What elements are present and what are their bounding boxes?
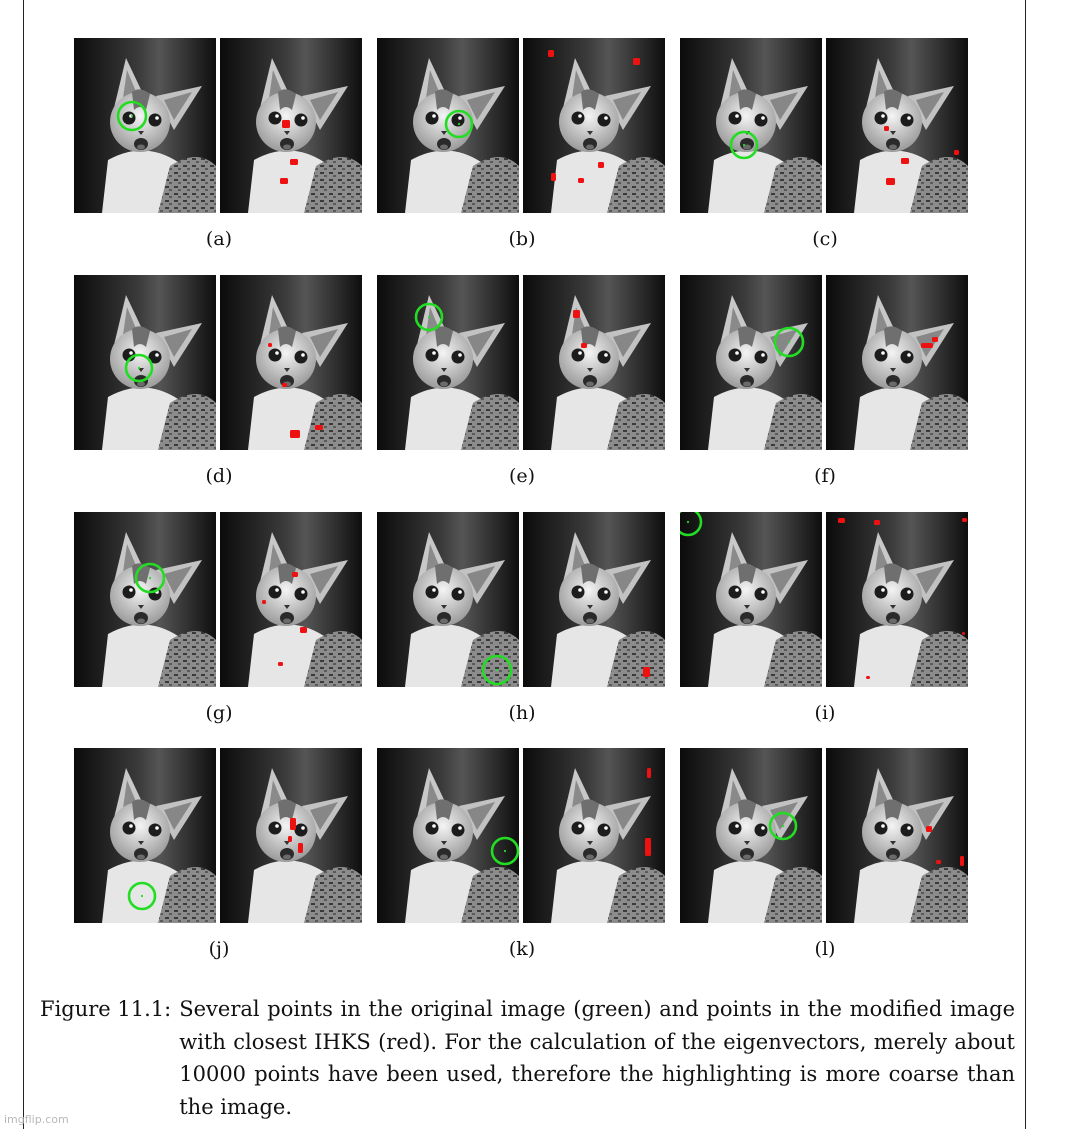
figure-panel <box>680 275 970 490</box>
red-closest-ihks-patch <box>901 158 909 164</box>
red-closest-ihks-patch <box>262 600 266 604</box>
red-closest-ihks-patch <box>866 676 870 679</box>
modified-image <box>826 38 968 213</box>
green-point-center <box>788 341 790 343</box>
panel-label: (c) <box>812 228 838 250</box>
panel-label: (l) <box>814 938 836 960</box>
red-closest-ihks-patch <box>647 768 651 778</box>
green-point-center <box>138 367 140 369</box>
green-point-center <box>131 115 133 117</box>
panel-label: (e) <box>508 465 536 487</box>
panel-label: (a) <box>205 228 233 250</box>
red-closest-ihks-patch <box>573 310 580 318</box>
figure-panel <box>74 275 364 490</box>
panel-image-pair <box>680 38 968 213</box>
panel-label: (i) <box>814 702 836 724</box>
panel-image-pair <box>680 512 968 687</box>
figure-panel <box>74 512 364 727</box>
panel-label: (b) <box>508 228 536 250</box>
original-image <box>74 275 216 450</box>
red-closest-ihks-patch <box>298 843 303 853</box>
red-closest-ihks-patch <box>838 518 845 523</box>
original-image <box>74 512 216 687</box>
panel-image-pair <box>377 275 665 450</box>
panel-image-pair <box>377 748 665 923</box>
red-closest-ihks-patch <box>643 667 650 677</box>
figure-panel <box>377 38 667 253</box>
original-image <box>680 748 822 923</box>
panel-label: (g) <box>205 702 233 724</box>
original-image <box>377 748 519 923</box>
red-closest-ihks-patch <box>315 425 323 430</box>
panel-image-pair <box>680 748 968 923</box>
green-point-center <box>428 316 430 318</box>
modified-image <box>523 512 665 687</box>
original-image <box>377 275 519 450</box>
panel-image-pair <box>74 512 362 687</box>
figure-panel <box>74 748 364 963</box>
red-closest-ihks-patch <box>290 430 300 438</box>
red-closest-ihks-patch <box>290 818 296 830</box>
panel-image-pair <box>377 512 665 687</box>
figure-panel <box>680 512 970 727</box>
red-closest-ihks-patch <box>280 178 288 184</box>
panel-image-pair <box>74 275 362 450</box>
red-closest-ihks-patch <box>288 836 292 842</box>
red-closest-ihks-patch <box>598 162 604 168</box>
green-point-center <box>782 825 784 827</box>
figure-panel <box>74 38 364 253</box>
modified-image <box>826 512 968 687</box>
figure-panel <box>680 38 970 253</box>
red-closest-ihks-patch <box>932 337 938 342</box>
red-closest-ihks-patch <box>581 343 587 348</box>
red-closest-ihks-patch <box>962 518 967 522</box>
green-point-center <box>149 577 151 579</box>
red-closest-ihks-patch <box>292 572 298 577</box>
red-closest-ihks-patch <box>282 383 287 387</box>
panel-image-pair <box>377 38 665 213</box>
modified-image <box>523 38 665 213</box>
green-point-center <box>496 669 498 671</box>
panel-image-pair <box>74 748 362 923</box>
panel-label: (k) <box>508 938 536 960</box>
modified-image <box>220 512 362 687</box>
panel-label: (d) <box>205 465 233 487</box>
panel-label: (j) <box>208 938 230 960</box>
red-closest-ihks-patch <box>954 150 959 155</box>
original-image <box>680 275 822 450</box>
original-image <box>377 512 519 687</box>
figure-panel <box>377 748 667 963</box>
panel-image-pair <box>74 38 362 213</box>
red-closest-ihks-patch <box>300 627 307 633</box>
green-point-center <box>141 895 143 897</box>
red-closest-ihks-patch <box>282 120 290 128</box>
red-closest-ihks-patch <box>886 178 895 185</box>
original-image <box>680 512 822 687</box>
watermark: imgflip.com <box>4 1113 69 1126</box>
original-image <box>74 748 216 923</box>
green-point-center <box>687 521 689 523</box>
red-closest-ihks-patch <box>874 520 880 525</box>
modified-image <box>220 748 362 923</box>
figure-caption <box>40 993 1015 1123</box>
modified-image <box>220 38 362 213</box>
red-closest-ihks-patch <box>268 343 272 347</box>
green-point-center <box>743 144 745 146</box>
modified-image <box>826 275 968 450</box>
red-closest-ihks-patch <box>960 856 964 866</box>
red-closest-ihks-patch <box>921 343 933 348</box>
red-closest-ihks-patch <box>645 838 651 856</box>
red-closest-ihks-patch <box>633 58 640 65</box>
original-image <box>377 38 519 213</box>
figure-panel <box>377 275 667 490</box>
red-closest-ihks-patch <box>290 159 298 165</box>
modified-image <box>220 275 362 450</box>
red-closest-ihks-patch <box>551 173 556 181</box>
red-closest-ihks-patch <box>884 126 889 131</box>
panel-label: (h) <box>508 702 536 724</box>
modified-image <box>523 748 665 923</box>
red-closest-ihks-patch <box>578 178 584 183</box>
modified-image <box>523 275 665 450</box>
original-image <box>680 38 822 213</box>
modified-image <box>826 748 968 923</box>
red-closest-ihks-patch <box>926 826 932 832</box>
figure-caption-text: Several points in the original image (green) and points in the modified image with closest IHKS (red). For the calculation of the eigenvectors, merely about 10000 points have been used, therefore the highlighting is more coarse than the image. <box>179 997 1015 1119</box>
panel-image-pair <box>680 275 968 450</box>
original-image <box>74 38 216 213</box>
green-point-center <box>504 850 506 852</box>
figure-caption-label: Figure 11.1: <box>40 997 172 1021</box>
red-closest-ihks-patch <box>278 662 283 666</box>
red-closest-ihks-patch <box>548 50 554 57</box>
figure-panel <box>377 512 667 727</box>
figure-panel <box>680 748 970 963</box>
red-closest-ihks-patch <box>962 632 965 635</box>
panel-label: (f) <box>814 465 836 487</box>
red-closest-ihks-patch <box>936 860 941 864</box>
green-point-center <box>458 123 460 125</box>
